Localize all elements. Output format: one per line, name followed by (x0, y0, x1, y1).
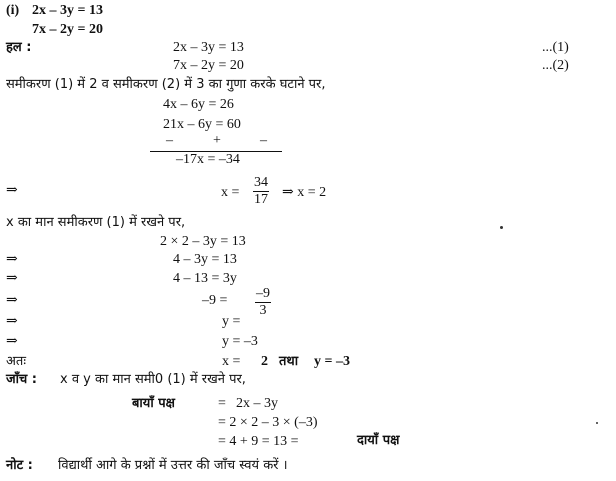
check-text: x व y का मान समी0 (1) में रखने पर, (60, 372, 246, 387)
check-label: जाँच : (6, 372, 37, 387)
step-3-arrow: ⇒ (6, 271, 18, 286)
equation-2: 7x – 2y = 20 (173, 58, 244, 73)
step-4-arrow: ⇒ (6, 293, 18, 308)
step-4-fraction-numerator: –9 (256, 286, 270, 301)
step-6-expression: y = –3 (222, 334, 258, 349)
x-fraction-denominator: 17 (254, 192, 268, 207)
scan-speck (596, 422, 598, 424)
lhs-step-2: = 2 × 2 – 3 × (–3) (218, 415, 318, 430)
x-final-value: ⇒ x = 2 (282, 185, 327, 200)
x-fraction-numerator: 34 (254, 175, 268, 190)
equation-1: 2x – 3y = 13 (173, 40, 244, 55)
note-label: नोट : (6, 458, 33, 473)
lhs-equals: = (218, 396, 226, 411)
scan-speck (500, 226, 503, 229)
step-2-arrow: ⇒ (6, 252, 18, 267)
problem-equation-2: 7x – 2y = 20 (32, 22, 103, 37)
subtraction-result: –17x = –34 (176, 152, 240, 167)
rhs-label: दायाँ पक्ष (357, 433, 400, 448)
step-6-arrow: ⇒ (6, 334, 18, 349)
instruction-text: समीकरण (1) में 2 व समीकरण (2) में 3 का गुणा करके घटाने पर, (6, 77, 326, 92)
hence-label: अतः (6, 354, 26, 369)
lhs-step-1: 2x – 3y (236, 396, 278, 411)
step-5-arrow: ⇒ (6, 314, 18, 329)
substitution-text: x का मान समीकरण (1) में रखने पर, (6, 215, 186, 230)
problem-label: (i) (6, 3, 20, 18)
multiplied-equation-2: 21x – 6y = 60 (163, 117, 241, 132)
step-4-expression: –9 = (202, 293, 228, 308)
step-4-fraction-denominator: 3 (259, 303, 267, 318)
sign-minus-2: – (260, 133, 267, 148)
solution-heading: हल : (6, 40, 32, 55)
x-fraction (253, 176, 269, 207)
step-5-expression: y = (222, 314, 241, 329)
hence-y: y = –3 (314, 354, 350, 369)
multiplied-equation-1: 4x – 6y = 26 (163, 97, 234, 112)
hence-and: तथा (279, 354, 299, 369)
step-4-fraction (255, 287, 271, 318)
equation-ref-1: ...(1) (542, 40, 569, 55)
step-2-expression: 4 – 3y = 13 (173, 252, 237, 267)
equation-ref-2: ...(2) (542, 58, 569, 73)
x-equals-label: x = (221, 185, 240, 200)
step-3-expression: 4 – 13 = 3y (173, 271, 237, 286)
hence-x-value: 2 (261, 354, 268, 369)
note-text: विद्यार्थी आगे के प्रश्नों में उत्तर की जाँच स्वयं करें । (58, 458, 288, 473)
lhs-step-3: = 4 + 9 = 13 = (218, 434, 299, 449)
lhs-label: बायाँ पक्ष (132, 396, 175, 411)
step-1-expression: 2 × 2 – 3y = 13 (160, 234, 246, 249)
hence-x: x = (222, 354, 241, 369)
sign-plus: + (213, 133, 221, 148)
problem-equation-1: 2x – 3y = 13 (32, 3, 103, 18)
sign-minus-1: – (166, 133, 173, 148)
implies-arrow: ⇒ (6, 183, 18, 198)
